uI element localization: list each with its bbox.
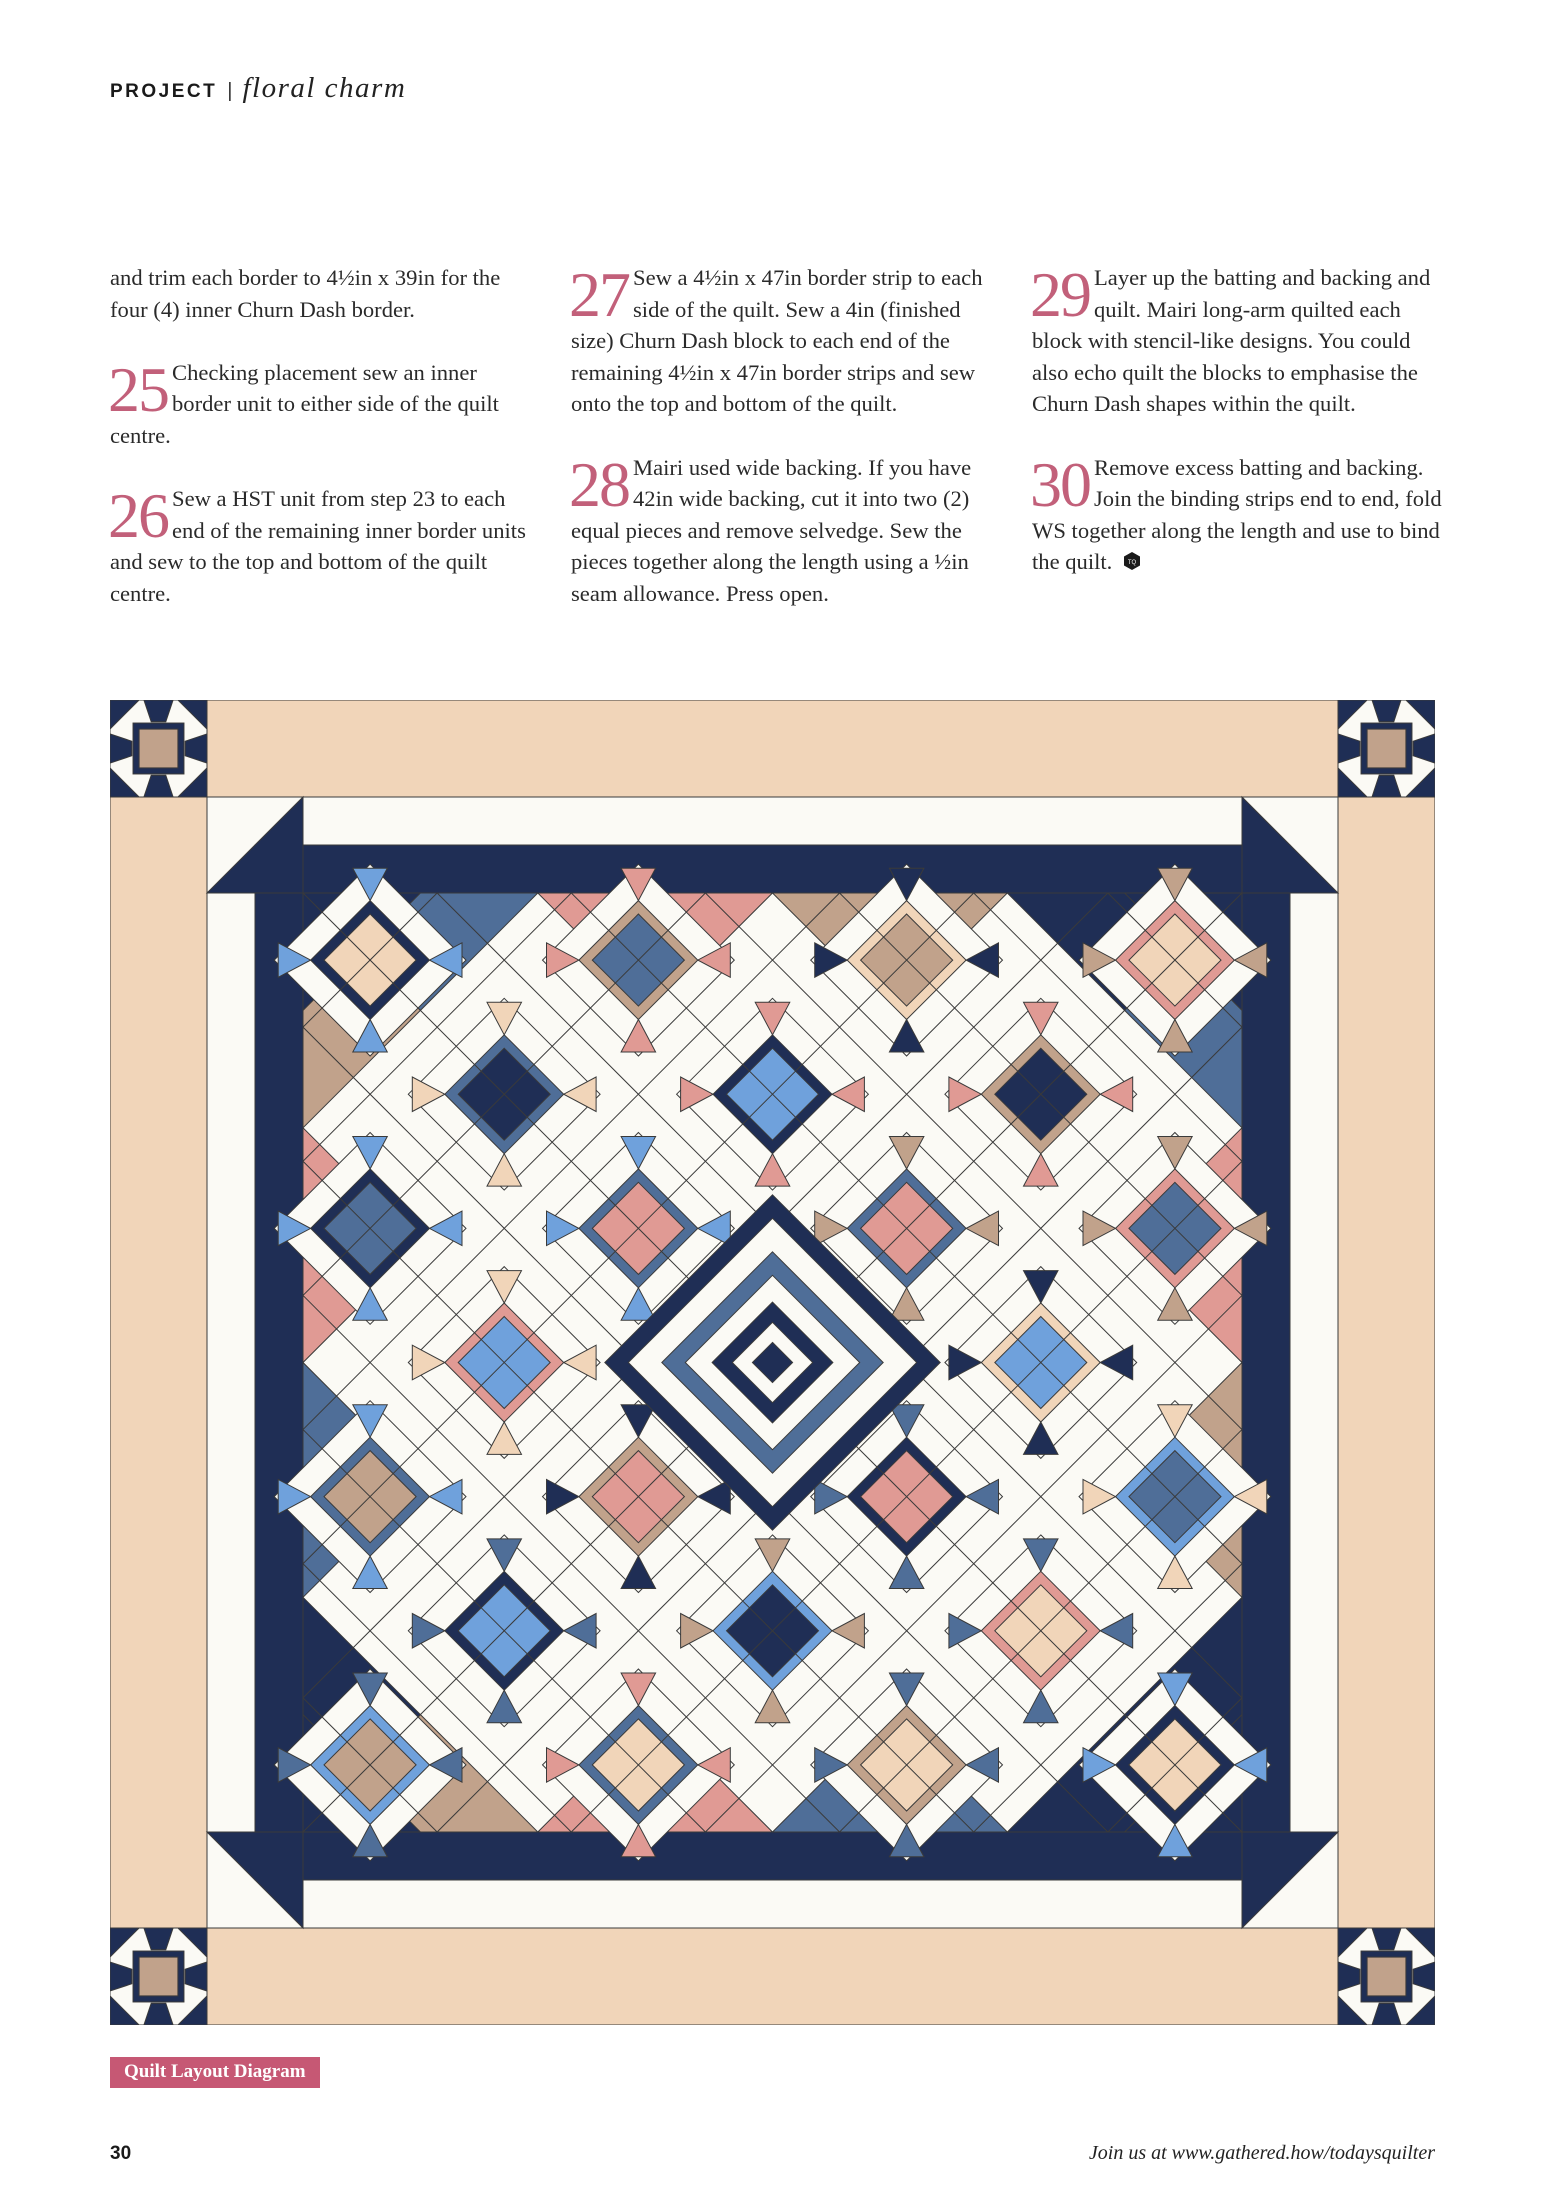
step-25 <box>108 353 530 452</box>
svg-text:TQ: TQ <box>1127 560 1137 567</box>
step-30 <box>1030 448 1452 578</box>
corner-block-centre <box>139 729 178 768</box>
text-column-3 <box>1030 259 1452 610</box>
corner-block-centre <box>1367 1957 1406 1996</box>
corner-block-centre <box>1367 729 1406 768</box>
step-number: 30 <box>1030 448 1090 520</box>
intro-paragraph: and trim each border to 4½in x 39in for the four (4) inner Churn Dash border. <box>110 265 501 322</box>
step-text: Checking placement sew an inner border unit to either side of the quilt centre. <box>110 359 499 448</box>
step-number: 26 <box>108 480 168 552</box>
step-number: 27 <box>569 259 629 330</box>
end-mark-icon <box>1122 551 1142 571</box>
step-number: 25 <box>108 353 168 425</box>
text-column-2 <box>569 259 991 641</box>
corner-block-centre <box>139 1957 178 1996</box>
project-title: floral charm <box>242 72 407 104</box>
page-number: 30 <box>110 2143 132 2164</box>
footer-website: Join us at www.gathered.how/todaysquilter <box>1088 2142 1435 2164</box>
step-26 <box>108 480 530 609</box>
step-text: Remove excess batting and backing. Join the binding strips end to end, fold WS together along the length and use to bind the quilt. <box>1032 454 1442 575</box>
figure-caption: Quilt Layout Diagram <box>110 2057 320 2088</box>
step-text: Sew a 4½in x 47in border strip to each side of the quilt. Sew a 4in (finished size) Churn Dash block to each end of the remaining 4½in x 47in border strips and sew onto the top and bottom of the quilt. <box>571 265 983 417</box>
step-number: 28 <box>569 448 629 520</box>
header-separator: | <box>227 80 233 102</box>
quilt-layout-diagram <box>110 700 1435 2025</box>
step-28 <box>569 448 991 610</box>
step-27 <box>569 259 991 420</box>
step-text: Sew a HST unit from step 23 to each end of the remaining inner border units and sew to the top and bottom of the quilt centre. <box>110 486 526 606</box>
step-text: Layer up the batting and backing and quilt. Mairi long-arm quilted each block with stencil-like designs. You could also echo quilt the blocks to emphasise the Churn Dash shapes within the quilt. <box>1032 265 1431 417</box>
page-header <box>110 72 406 105</box>
step-29 <box>1030 259 1452 420</box>
quilt-diagram-svg <box>110 700 1435 2025</box>
text-column-1 <box>110 262 530 641</box>
section-label: PROJECT <box>110 81 218 102</box>
step-text: Mairi used wide backing. If you have 42in wide backing, cut it into two (2) equal pieces and remove selvedge. Sew the pieces together along the length using a ½in seam allowance. Press open. <box>571 454 972 606</box>
step-number: 29 <box>1030 259 1090 330</box>
